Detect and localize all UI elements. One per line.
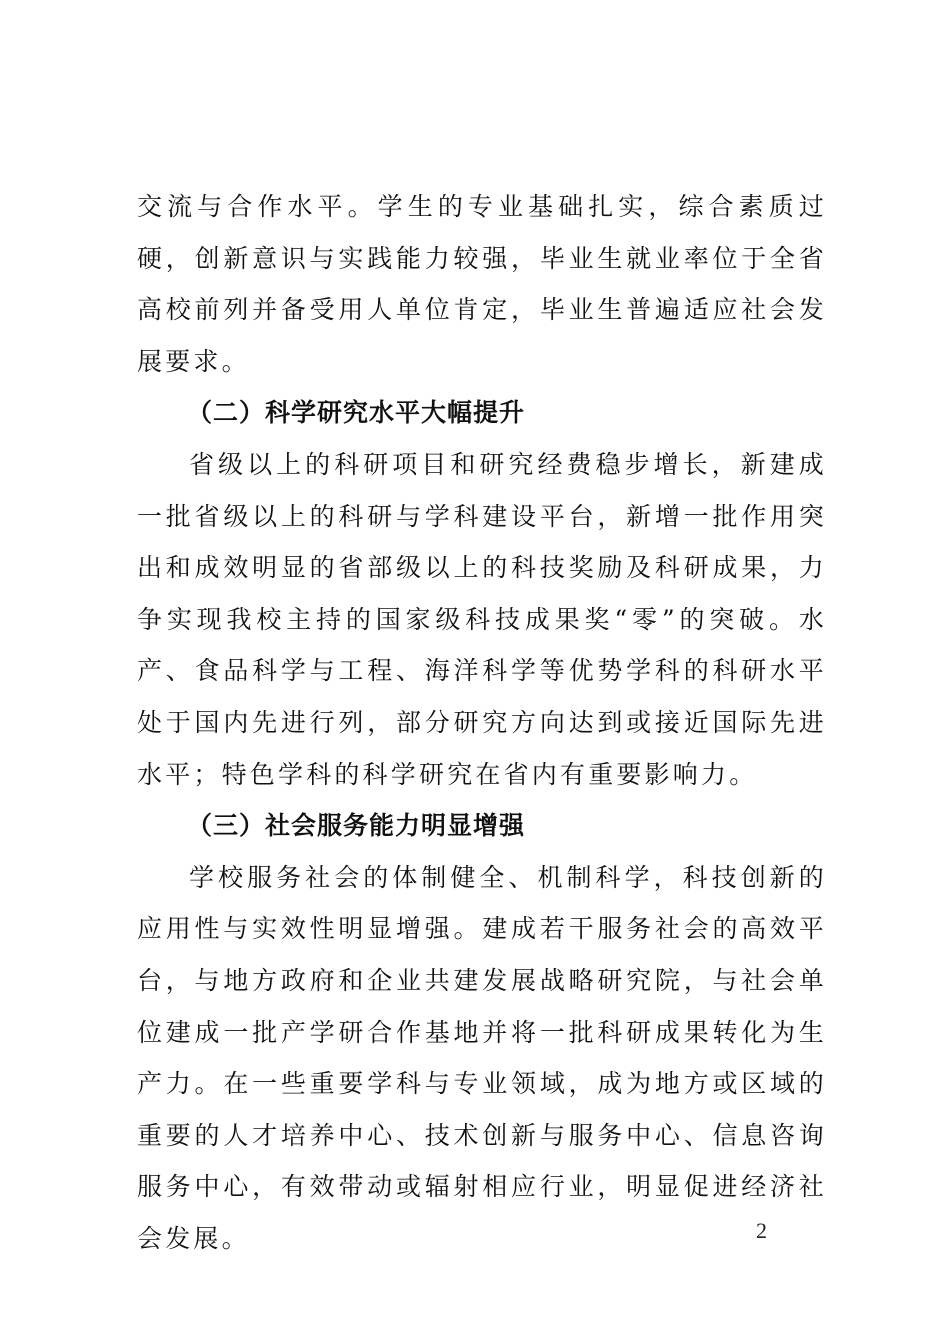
page-number: 2 [756, 1218, 767, 1243]
document-body [137, 181, 827, 1264]
intro-paragraph: 交流与合作水平。学生的专业基础扎实，综合素质过硬，创新意识与实践能力较强，毕业生就业率位于全省高校前列并备受用人单位肯定，毕业生普遍适应社会发展要求。 [137, 192, 827, 376]
social-service-paragraph: 学校服务社会的体制健全、机制科学，科技创新的应用性与实效性明显增强。建成若干服务社会的高效平台，与地方政府和企业共建发展战略研究院，与社会单位建成一批产学研合作基地并将一批科研成果转化为生产力。在一些重要学科与专业领域，成为地方或区域的重要的人才培养中心、技术创新与服务中心、信息咨询服务中心，有效带动或辐射相应行业，明显促进经济社会发展。 [137, 862, 827, 1253]
section-heading-social-service: （三）社会服务能力明显增强 [187, 811, 526, 841]
research-paragraph: 省级以上的科研项目和研究经费稳步增长，新建成一批省级以上的科研与学科建设平台，新增一批作用突出和成效明显的省部级以上的科技奖励及科研成果，力争实现我校主持的国家级科技成果奖“零”的突破。水产、食品科学与工程、海洋科学等优势学科的科研水平处于国内先进行列，部分研究方向达到或接近国际先进水平；特色学科的科学研究在省内有重要影响力。 [137, 449, 827, 789]
section-heading-research: （二）科学研究水平大幅提升 [187, 398, 526, 428]
